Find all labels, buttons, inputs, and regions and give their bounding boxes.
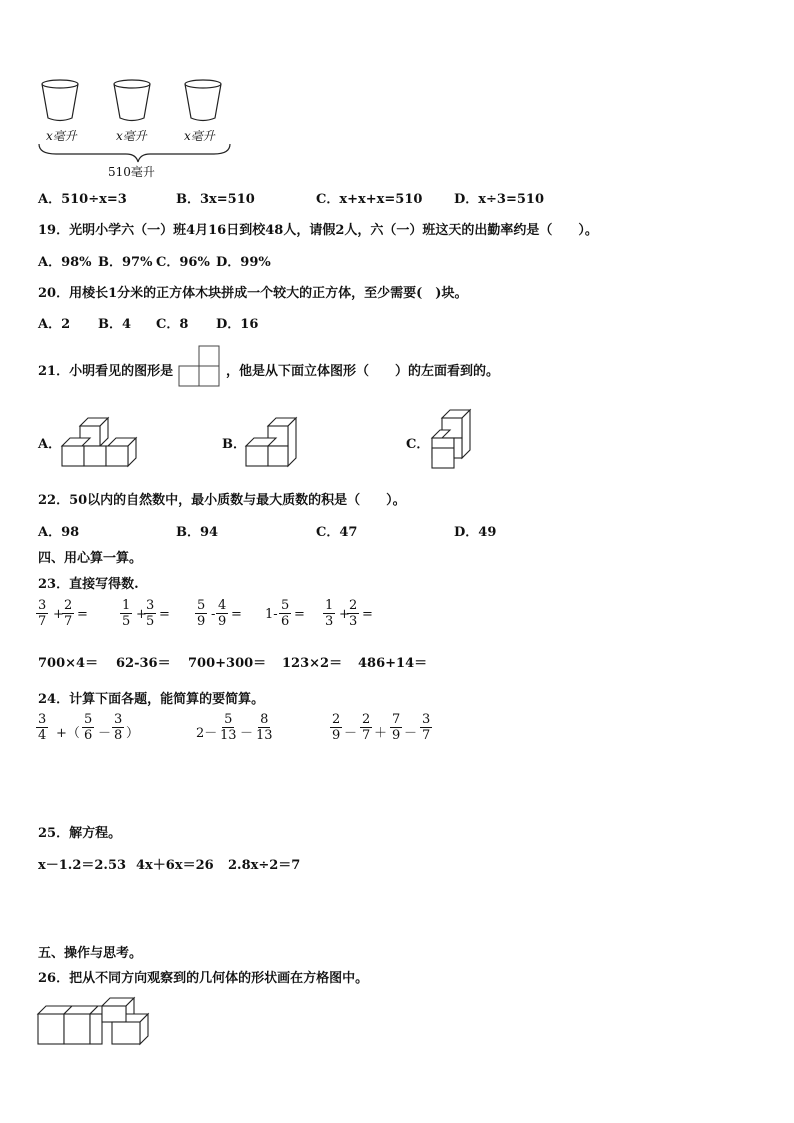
q23-question: 23．直接写得数. [38, 577, 139, 592]
operator: + [339, 607, 350, 622]
q21-solid-c [428, 406, 478, 472]
cup-label: x毫升 [184, 129, 215, 143]
q22-question: 22．50以内的自然数中，最小质数与最大质数的积是（ ）。 [38, 493, 406, 508]
section-5-heading: 五、操作与思考。 [38, 946, 143, 961]
q22-option-a: A．98 [38, 525, 80, 540]
q22-option-d: D．49 [454, 525, 497, 540]
prefix: 1- [265, 607, 278, 622]
q26-question: 26．把从不同方向观察到的几何体的形状画在方格图中。 [38, 971, 369, 986]
fraction: $\frac{2}{7}$ [362, 712, 371, 743]
operator: － [344, 726, 358, 741]
fraction: $\frac{3}{7}$ [38, 598, 47, 629]
q21-question-end: ，他是从下面立体图形（ ）的左面看到的。 [226, 364, 500, 379]
operator: + [136, 607, 147, 622]
fraction: $\frac{1}{5}$ [122, 598, 131, 629]
q21-question-start: 21．小明看见的图形是 [38, 364, 174, 379]
q24-question: 24．计算下面各题，能简算的要简算。 [38, 692, 265, 707]
cup-label: x毫升 [46, 129, 77, 143]
q20-option-a: A．2 [38, 317, 71, 332]
total-label: 510毫升 [108, 165, 155, 179]
fraction: $\frac{1}{3}$ [325, 598, 334, 629]
operator: +（ [56, 726, 80, 741]
q20-option-b: B．4 [98, 317, 132, 332]
fraction: $\frac{3}{5}$ [146, 598, 155, 629]
calc-item: 700×4＝ [38, 656, 99, 671]
fraction: $\frac{5}{6}$ [281, 598, 290, 629]
q18-option-b: B．3x=510 [176, 192, 255, 207]
fraction: $\frac{4}{9}$ [218, 598, 227, 629]
q19-option-b: B．97% [98, 255, 153, 270]
q19-option-d: D．99% [216, 255, 271, 270]
q21-view-figure [178, 345, 222, 389]
operator: + [53, 607, 64, 622]
q25-question: 25．解方程。 [38, 826, 122, 841]
q21-option-b: B． [222, 437, 246, 452]
q19-question: 19．光明小学六（一）班4月16日到校48人，请假2人，六（一）班这天的出勤率约是（ ）。 [38, 223, 598, 238]
section-4-heading: 四、用心算一算。 [38, 551, 143, 566]
equation: 4x＋6x＝26 [136, 858, 214, 873]
equals: = [231, 607, 242, 622]
q21-option-a: A． [38, 437, 62, 452]
fraction: $\frac{2}{9}$ [332, 712, 341, 743]
q20-option-d: D．16 [216, 317, 259, 332]
operator: － [404, 726, 418, 741]
fraction: $\frac{5}{6}$ [84, 712, 93, 743]
fraction: $\frac{5}{13}$ [220, 712, 237, 743]
calc-item: 123×2＝ [282, 656, 343, 671]
fraction: $\frac{3}{8}$ [114, 712, 123, 743]
fraction: $\frac{2}{7}$ [64, 598, 73, 629]
q19-option-a: A．98% [38, 255, 92, 270]
fraction: $\frac{5}{9}$ [197, 598, 206, 629]
cup-label: x毫升 [116, 129, 147, 143]
equals: = [362, 607, 373, 622]
calc-item: 62-36＝ [116, 656, 171, 671]
calc-item: 700+300＝ [188, 656, 267, 671]
equals: = [294, 607, 305, 622]
fraction: $\frac{3}{4}$ [38, 712, 47, 743]
q22-option-c: C．47 [316, 525, 358, 540]
q21-solid-b [244, 412, 304, 472]
q18-option-c: C．x+x+x=510 [316, 192, 423, 207]
q22-option-b: B．94 [176, 525, 219, 540]
fraction: $\frac{3}{7}$ [422, 712, 431, 743]
fraction: $\frac{2}{3}$ [349, 598, 358, 629]
equation: x－1.2＝2.53 [38, 858, 127, 873]
operator: ） [126, 726, 140, 741]
q26-solid-figure [36, 996, 156, 1050]
operator: － [98, 726, 112, 741]
q20-question: 20．用棱长1分米的正方体木块拼成一个较大的正方体，至少需要( )块。 [38, 286, 468, 301]
operator: － [240, 726, 254, 741]
q19-option-c: C．96% [156, 255, 210, 270]
cups-illustration [36, 76, 236, 176]
fraction: $\frac{7}{9}$ [392, 712, 401, 743]
operator: - [211, 607, 216, 622]
equation: 2.8x÷2＝7 [228, 858, 301, 873]
equals: = [159, 607, 170, 622]
q21-solid-a [60, 412, 150, 472]
fraction: $\frac{8}{13}$ [256, 712, 273, 743]
q18-option-a: A．510÷x=3 [38, 192, 127, 207]
q21-option-c: C． [406, 437, 430, 452]
calc-item: 486+14＝ [358, 656, 428, 671]
prefix: 2－ [196, 726, 218, 741]
q18-option-d: D．x÷3=510 [454, 192, 544, 207]
operator: ＋ [374, 726, 388, 741]
q20-option-c: C．8 [156, 317, 189, 332]
equals: = [77, 607, 88, 622]
